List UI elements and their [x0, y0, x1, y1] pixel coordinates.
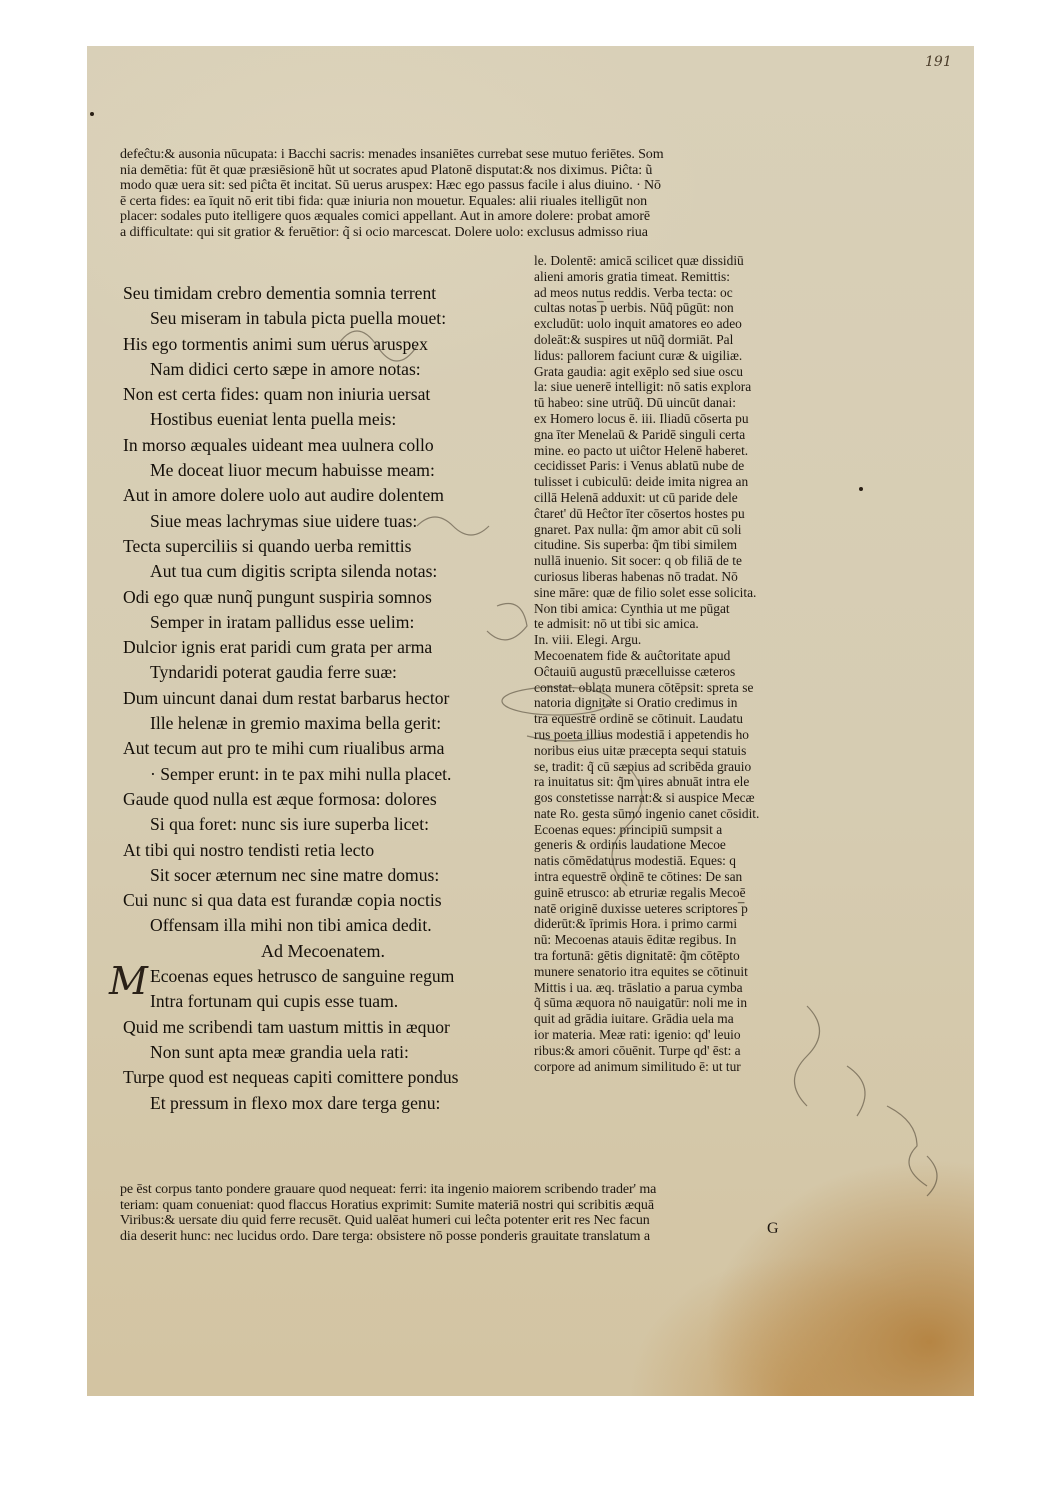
- commentary-line: se, tradit: q̃ cū sæpius ad scribēda grauio: [534, 758, 752, 774]
- verse-block-2: [109, 959, 459, 1116]
- commentary-line: gna īter Menelaū & Paridē singuli certa: [534, 426, 746, 442]
- commentary-line: In. viii. Elegi. Argu.: [534, 632, 642, 648]
- commentary-line: generis & ordinis laudatione Mecoe: [534, 837, 726, 853]
- commentary-line: excludūt: uolo inquit amatores eo adeo: [534, 316, 742, 332]
- commentary-line: Viribus:& uersate diu quid ferre recusēt. Quid ualēat humeri cui leĉta potenter erit res Nec facun: [120, 1213, 650, 1229]
- commentary-line: ē certa fides: ea īquit nō erit tibi fida: quæ iniuria non mouetur. Equales: alii riuales itelligūt non: [120, 193, 648, 209]
- verse-line: [123, 559, 459, 584]
- verse-text: Hostibus eueniat lenta puella meis:: [150, 409, 397, 430]
- commentary-line: ad meos nutus reddis. Verba tecta: oc: [534, 284, 733, 300]
- verse-text: Offensam illa mihi non tibi amica dedit.: [150, 915, 432, 936]
- commentary-line: teriam: quam conueniat: quod flaccus Horatius exprimit: Sumite materiā nostri qui scribitis æquā: [120, 1197, 654, 1213]
- commentary-line: te admisit: nō ut tibi sic amica.: [534, 616, 699, 632]
- verse-line: [123, 913, 459, 938]
- verse-text: Tyndaridi poterat gaudia ferre suæ:: [150, 662, 397, 683]
- verse-line: [123, 534, 459, 559]
- commentary-line: rus poeta illius modestiā i appetendis ho: [534, 726, 749, 742]
- verse-line: [123, 838, 459, 863]
- commentary-line: natē originē duxisse ueteres scriptores ̅p: [534, 900, 748, 916]
- verse-text: Sit socer æternum nec sine matre domus:: [150, 864, 440, 885]
- verse-line: [123, 812, 459, 837]
- commentary-line: placer: sodales puto itelligere quos æquales comici appellant. Aut in amore dolere: probat amorē: [120, 209, 651, 225]
- verse-text: Si qua foret: nunc sis iure superba licet:: [150, 814, 429, 835]
- commentary-line: modo quæ uera sit: sed piĉta ēt incitat. Sū uerus aruspex: Hæc ego passus facile i alus diuino. · Nō: [120, 178, 661, 194]
- verse-text: His ego tormentis animi sum uerus aruspex: [123, 333, 428, 354]
- verse-line: [123, 1065, 459, 1090]
- verse-text: Siue meas lachrymas siue uidere tuas:: [150, 510, 418, 531]
- commentary-line: Mecoenatem fide & auĉtoritate apud: [534, 647, 731, 663]
- commentary-line: citudine. Sis superba: q̃m tibi similem: [534, 537, 738, 553]
- verse-line: [123, 407, 459, 432]
- commentary-bottom: [120, 1182, 656, 1244]
- commentary-line: munere senatorio itra equites se cōtinuit: [534, 963, 748, 979]
- verse-line: [123, 762, 459, 787]
- verse-line: [123, 458, 459, 483]
- verse-text: At tibi qui nostro tendisti retia lecto: [123, 839, 375, 860]
- commentary-line: tū habeo: sine utrūq̃. Dū uincūt danai:: [534, 395, 736, 411]
- commentary-line: Oĉtauiū augustū præcelluisse cæteros: [534, 663, 736, 679]
- verse-line: [123, 989, 459, 1014]
- verse-text: Semper in iratam pallidus esse uelim:: [150, 611, 415, 632]
- verse-line: [123, 888, 459, 913]
- verse-line: [123, 306, 459, 331]
- commentary-line: cultas notas ̅p uerbis. Nūq̃ pūgūt: non: [534, 300, 734, 316]
- commentary-line: q̃ sūma æquora nō nauigatūr: noli me in: [534, 995, 748, 1011]
- verse-text: Cui nunc si qua data est furandæ copia noctis: [123, 890, 442, 911]
- verse-text: Intra fortunam qui cupis esse tuam.: [150, 991, 399, 1012]
- verse-line: [123, 357, 459, 382]
- commentary-line: ribus:& amori cōuēnit. Turpe qd' ēst: a: [534, 1042, 741, 1058]
- commentary-line: ior materia. Meæ rati: igenio: qd' leuio: [534, 1027, 741, 1043]
- verse-line: [123, 585, 459, 610]
- commentary-line: ra inuitatus sit: q̃m uires abnuāt intra ele: [534, 774, 750, 790]
- commentary-line: corpore ad animum similitudo ē: ut tur: [534, 1058, 741, 1074]
- commentary-side: [534, 253, 759, 1074]
- section-heading: Ad Mecoenatem.: [261, 940, 385, 961]
- verse-text: Et pressum in flexo mox dare terga genu:: [150, 1092, 441, 1113]
- verse-line: [123, 660, 459, 685]
- verse-text: Ecoenas eques hetrusco de sanguine regum: [150, 966, 455, 987]
- verse-line: [123, 635, 459, 660]
- commentary-top: [120, 147, 664, 241]
- verse-text: Odi ego quæ nunq̃ pungunt suspiria somnos: [123, 586, 432, 607]
- commentary-line: tra fortunā: gētis dignitatē: q̃m cōtēpto: [534, 948, 740, 964]
- verse-line: [123, 686, 459, 711]
- verse-column: [109, 281, 459, 1116]
- verse-text: Seu miseram in tabula picta puella mouet:: [150, 308, 447, 329]
- commentary-line: curiosus liberas habenas nō tradat. Nō: [534, 568, 738, 584]
- commentary-line: doleāt:& suspires ut nūq̃ dormiāt. Pal: [534, 331, 734, 347]
- commentary-line: nū: Mecoenas atauis ēditæ regibus. In: [534, 932, 737, 948]
- commentary-line: tra equestrē ordinē se cōtinuit. Laudatu: [534, 711, 743, 727]
- verse-line: [123, 281, 459, 306]
- verse-line: [123, 433, 459, 458]
- margin-dot: [90, 112, 94, 116]
- margin-dot: [859, 487, 863, 491]
- verse-text: Non est certa fides: quam non iniuria uersat: [123, 384, 431, 405]
- verse-line: [123, 787, 459, 812]
- verse-block-1: [123, 281, 459, 939]
- verse-text: Seu timidam crebro dementia somnia terrent: [123, 283, 437, 303]
- commentary-line: la: siue uenerē intelligit: nō satis explora: [534, 379, 752, 395]
- verse-text: Dum uincunt danai dum restat barbarus hector: [123, 687, 450, 708]
- verse-line: [123, 711, 459, 736]
- verse-text: Dulcior ignis erat paridi cum grata per arma: [123, 637, 433, 658]
- verse-text: Me doceat liuor mecum habuisse meam:: [150, 460, 435, 481]
- commentary-line: dia deserit hunc: nec lucidus ordo. Dare terga: obsistere nō posse ponderis grauitate translatum a: [120, 1228, 650, 1244]
- commentary-line: Ecoenas eques: principiū sumpsit a: [534, 821, 723, 837]
- commentary-line: natoria dignitate si Oratio credimus in: [534, 695, 738, 711]
- commentary-line: noribus eius uitæ præcepta sequi statuis: [534, 742, 747, 758]
- commentary-line: ex Homero locus ē. iii. Iliadū cōserta pu: [534, 410, 749, 426]
- commentary-line: gos constetisse narrat:& si auspice Mecæ: [534, 790, 755, 806]
- verse-line: [123, 509, 459, 534]
- commentary-line: Grata gaudia: agit exēplo sed siue oscu: [534, 363, 743, 379]
- commentary-line: ĉtaret' dū Heĉtor īter cōsertos hostes pu: [534, 505, 745, 521]
- verse-text: Aut tecum aut pro te mihi cum riualibus arma: [123, 738, 445, 759]
- scanned-page: [87, 46, 974, 1396]
- verse-line: [123, 1015, 459, 1040]
- commentary-line: nate Ro. gesta sūmo ingenio canet cōsidit.: [534, 805, 760, 821]
- signature-mark: G: [767, 1220, 779, 1237]
- verse-text: Tecta superciliis si quando uerba remittis: [123, 535, 412, 556]
- commentary-line: Mittis i ua. æq. trāslatio a parua cymba: [534, 979, 743, 995]
- verse-text: Turpe quod est nequeas capiti comittere pondus: [123, 1067, 459, 1088]
- commentary-line: quit ad grādia iuitare. Grādia uela ma: [534, 1011, 734, 1027]
- verse-text: · Semper erunt: in te pax mihi nulla placet.: [150, 763, 452, 784]
- commentary-line: nullā inuenio. Sit socer: q ob filiā de te: [534, 553, 742, 569]
- commentary-line: intra equestrē ordinē te cōtines: De san: [534, 869, 743, 885]
- commentary-line: cecidisset Paris: i Venus ablatū nube de: [534, 458, 745, 474]
- commentary-line: Non tibi amica: Cynthia ut me pūgat: [534, 600, 730, 616]
- commentary-line: lidus: pallorem faciunt curæ & uigiliæ.: [534, 347, 743, 363]
- commentary-line: nia demētia: fūt ēt quæ præsiēsionē hũt ut socrates apud Platonē disputat:& nos diximus. Piĉta: ũ: [120, 162, 653, 178]
- verse-line: [123, 1091, 459, 1116]
- verse-text: Ille helenæ in gremio maxima bella gerit:: [150, 713, 442, 734]
- verse-line: [123, 736, 459, 761]
- commentary-line: sine māre: quæ de filio solet esse solicita.: [534, 584, 757, 600]
- verse-line: [123, 332, 459, 357]
- commentary-line: natis cōmēdaturus modestiā. Eques: q: [534, 853, 736, 869]
- verse-text: Aut tua cum digitis scripta silenda notas:: [150, 561, 438, 582]
- verse-text: Aut in amore dolere uolo aut audire dolentem: [123, 485, 444, 506]
- verse-text: Nam didici certo sæpe in amore notas:: [150, 358, 421, 379]
- commentary-line: gnaret. Pax nulla: q̃m amor abit cū soli: [534, 521, 742, 537]
- commentary-line: a difficultate: qui sit gratior & feruētior: q̃ si ocio marcescat. Dolere uolo: exclusus admisso riua: [120, 224, 648, 240]
- commentary-line: pe ēst corpus tanto pondere grauare quod nequeat: ferri: ita ingenio maiorem scribendo trader' ma: [120, 1182, 657, 1197]
- commentary-line: mine. eo pacto ut uiĉtor Helenē haberet.: [534, 442, 749, 458]
- commentary-line: guinē etrusco: ab etruriæ regalis Mecoē: [534, 884, 746, 900]
- verse-line: [123, 863, 459, 888]
- verse-line: [123, 382, 459, 407]
- folio-number: 191: [925, 54, 952, 70]
- verse-line: [123, 610, 459, 635]
- verse-text: Non sunt apta meæ grandia uela rati:: [150, 1041, 409, 1062]
- bleed-through-text: [497, 296, 503, 346]
- verse-line: [123, 1040, 459, 1065]
- commentary-line: cillā Helenā adduxit: ut cū paride dele: [534, 489, 738, 505]
- commentary-line: alieni amoris gratia timeat. Remittis:: [534, 268, 730, 284]
- commentary-line: diderūt:& īprimis Hora. i primo carmi: [534, 916, 738, 932]
- decorated-initial: M: [109, 959, 148, 1004]
- commentary-line: constat. oblata munera cōtēpsit: spreta se: [534, 679, 754, 695]
- verse-text: Quid me scribendi tam uastum mittis in æquor: [123, 1016, 450, 1037]
- commentary-line: le. Dolentē: amicā scilicet quæ dissidiū: [534, 253, 744, 268]
- verse-text: Gaude quod nulla est æque formosa: dolores: [123, 788, 437, 809]
- commentary-line: tulisset i cubiculū: deide imita nigrea an: [534, 474, 749, 490]
- verse-text: In morso æquales uideant mea uulnera collo: [123, 434, 434, 455]
- verse-line: [123, 483, 459, 508]
- commentary-line: defeĉtu:& ausonia nūcupata: i Bacchi sacris: menades insaniētes currebat sese mutuo feriētes. Som: [120, 147, 664, 162]
